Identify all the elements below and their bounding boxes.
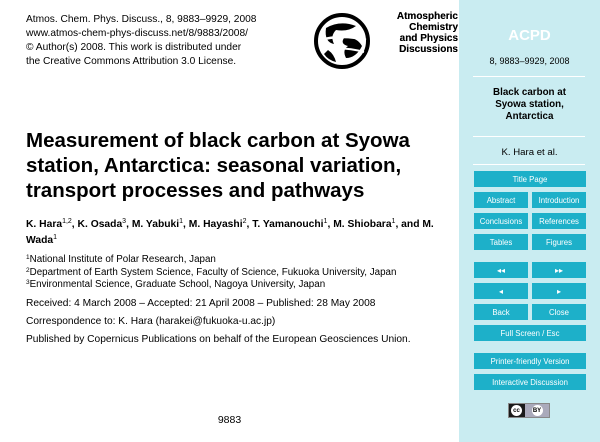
title-line: Measurement of black carbon at Syowa [26, 129, 410, 152]
sidebar-citation: 8, 9883–9929, 2008 [489, 56, 570, 66]
author-affiliation-mark: 1 [323, 218, 328, 225]
author-name: M. Yabuki [131, 219, 180, 230]
interactive-discussion-button[interactable]: Interactive Discussion [474, 374, 586, 390]
author-name: M. Hayashi [188, 219, 243, 230]
journal-abbreviation: ACPD [508, 27, 551, 44]
citation-url[interactable]: www.atmos-chem-phys-discuss.net/8/9883/2008/ [26, 28, 248, 39]
last-page-button[interactable] [532, 262, 586, 278]
author-list: K. Hara$^{1,2}$, K. Osada$^3$, M. Yabuki$^1$, M. Hayashi$^2$, T. Yamanouchi$^1$, M. Shiobara$^1$, and M. Wada$^1$ [26, 218, 434, 246]
next-icon: ▸ [556, 286, 561, 296]
short-title-line: Black carbon at [493, 87, 566, 98]
logo-line: Chemistry [409, 22, 458, 33]
citation-line: Atmos. Chem. Phys. Discuss., 8, 9883–9929, 2008 [26, 14, 257, 25]
close-button[interactable]: Close [532, 304, 586, 320]
divider [473, 136, 585, 137]
title-page-button[interactable]: Title Page [474, 171, 586, 187]
globe-icon [312, 10, 374, 72]
introduction-button[interactable]: Introduction [532, 192, 586, 208]
affiliation-text: Environmental Science, Graduate School, Nagoya University, Japan [29, 279, 326, 290]
sidebar-author: K. Hara et al. [501, 147, 558, 158]
license-badge[interactable] [508, 403, 550, 418]
first-page-icon: ◂◂ [496, 265, 506, 275]
affiliation-list [26, 254, 396, 292]
author-affiliation-mark: 1,2 [62, 218, 72, 225]
references-button[interactable]: References [532, 213, 586, 229]
abstract-button[interactable]: Abstract [474, 192, 528, 208]
author-name: K. Hara [26, 219, 63, 230]
received-dates: Received: 4 March 2008 – Accepted: 21 April 2008 – Published: 28 May 2008 [26, 298, 376, 309]
attribution-icon [525, 404, 549, 417]
printer-friendly-button[interactable]: Printer-friendly Version [474, 353, 586, 369]
previous-icon: ◂ [498, 286, 503, 296]
author-affiliation-mark: 1 [179, 218, 184, 225]
page-title [26, 128, 446, 203]
full-screen-button[interactable]: Full Screen / Esc [474, 325, 586, 341]
tables-button[interactable]: Tables [474, 234, 528, 250]
affiliation-number: 3 [26, 279, 30, 286]
logo-line: Atmospheric [396, 11, 458, 22]
divider [473, 164, 585, 165]
affiliation-text: National Institute of Polar Research, Japan [29, 254, 216, 265]
logo-line: and Physics [399, 33, 458, 44]
title-line: station, Antarctica: seasonal variation, [26, 154, 402, 177]
logo-line: Discussions [399, 44, 458, 55]
author-name: T. Yamanouchi [252, 219, 324, 230]
affiliation-item [26, 254, 396, 267]
divider [473, 76, 585, 77]
back-button[interactable]: Back [474, 304, 528, 320]
sidebar-short-title [459, 87, 600, 123]
last-page-icon: ▸▸ [554, 265, 564, 275]
first-page-button[interactable] [474, 262, 528, 278]
citation-line: © Author(s) 2008. This work is distributed under [26, 42, 242, 53]
citation-block [26, 13, 256, 69]
author-name: M. Wada [26, 219, 434, 246]
citation-line: the Creative Commons Attribution 3.0 License. [26, 56, 237, 67]
journal-logo-text [370, 11, 458, 55]
affiliation-number: 1 [26, 254, 30, 261]
publisher-note: Published by Copernicus Publications on behalf of the European Geosciences Union. [26, 334, 411, 345]
short-title-line: Antarctica [505, 111, 554, 122]
page-number: 9883 [217, 414, 242, 426]
journal-logo [312, 6, 460, 76]
author-affiliation-mark: 2 [242, 218, 247, 225]
author-affiliation-mark: 1 [53, 234, 57, 241]
figures-button[interactable]: Figures [532, 234, 586, 250]
affiliation-item [26, 279, 396, 292]
affiliation-text: Department of Earth System Science, Faculty of Science, Fukuoka University, Japan [29, 266, 397, 278]
short-title-line: Syowa station, [495, 99, 564, 110]
author-name: M. Shiobara [333, 219, 392, 230]
conclusions-button[interactable]: Conclusions [474, 213, 528, 229]
correspondence: Correspondence to: K. Hara (harakei@fukuoka-u.ac.jp) [26, 316, 276, 327]
previous-page-button[interactable] [474, 283, 528, 299]
affiliation-number: 2 [26, 266, 30, 274]
attribution-label: BY [532, 405, 543, 416]
creative-commons-icon: cc [511, 405, 522, 416]
title-line: transport processes and pathways [26, 179, 365, 202]
author-affiliation-mark: 3 [122, 218, 127, 225]
author-name: K. Osada [77, 219, 123, 230]
next-page-button[interactable] [532, 283, 586, 299]
author-affiliation-mark: 1 [391, 218, 396, 225]
affiliation-item [26, 267, 396, 280]
